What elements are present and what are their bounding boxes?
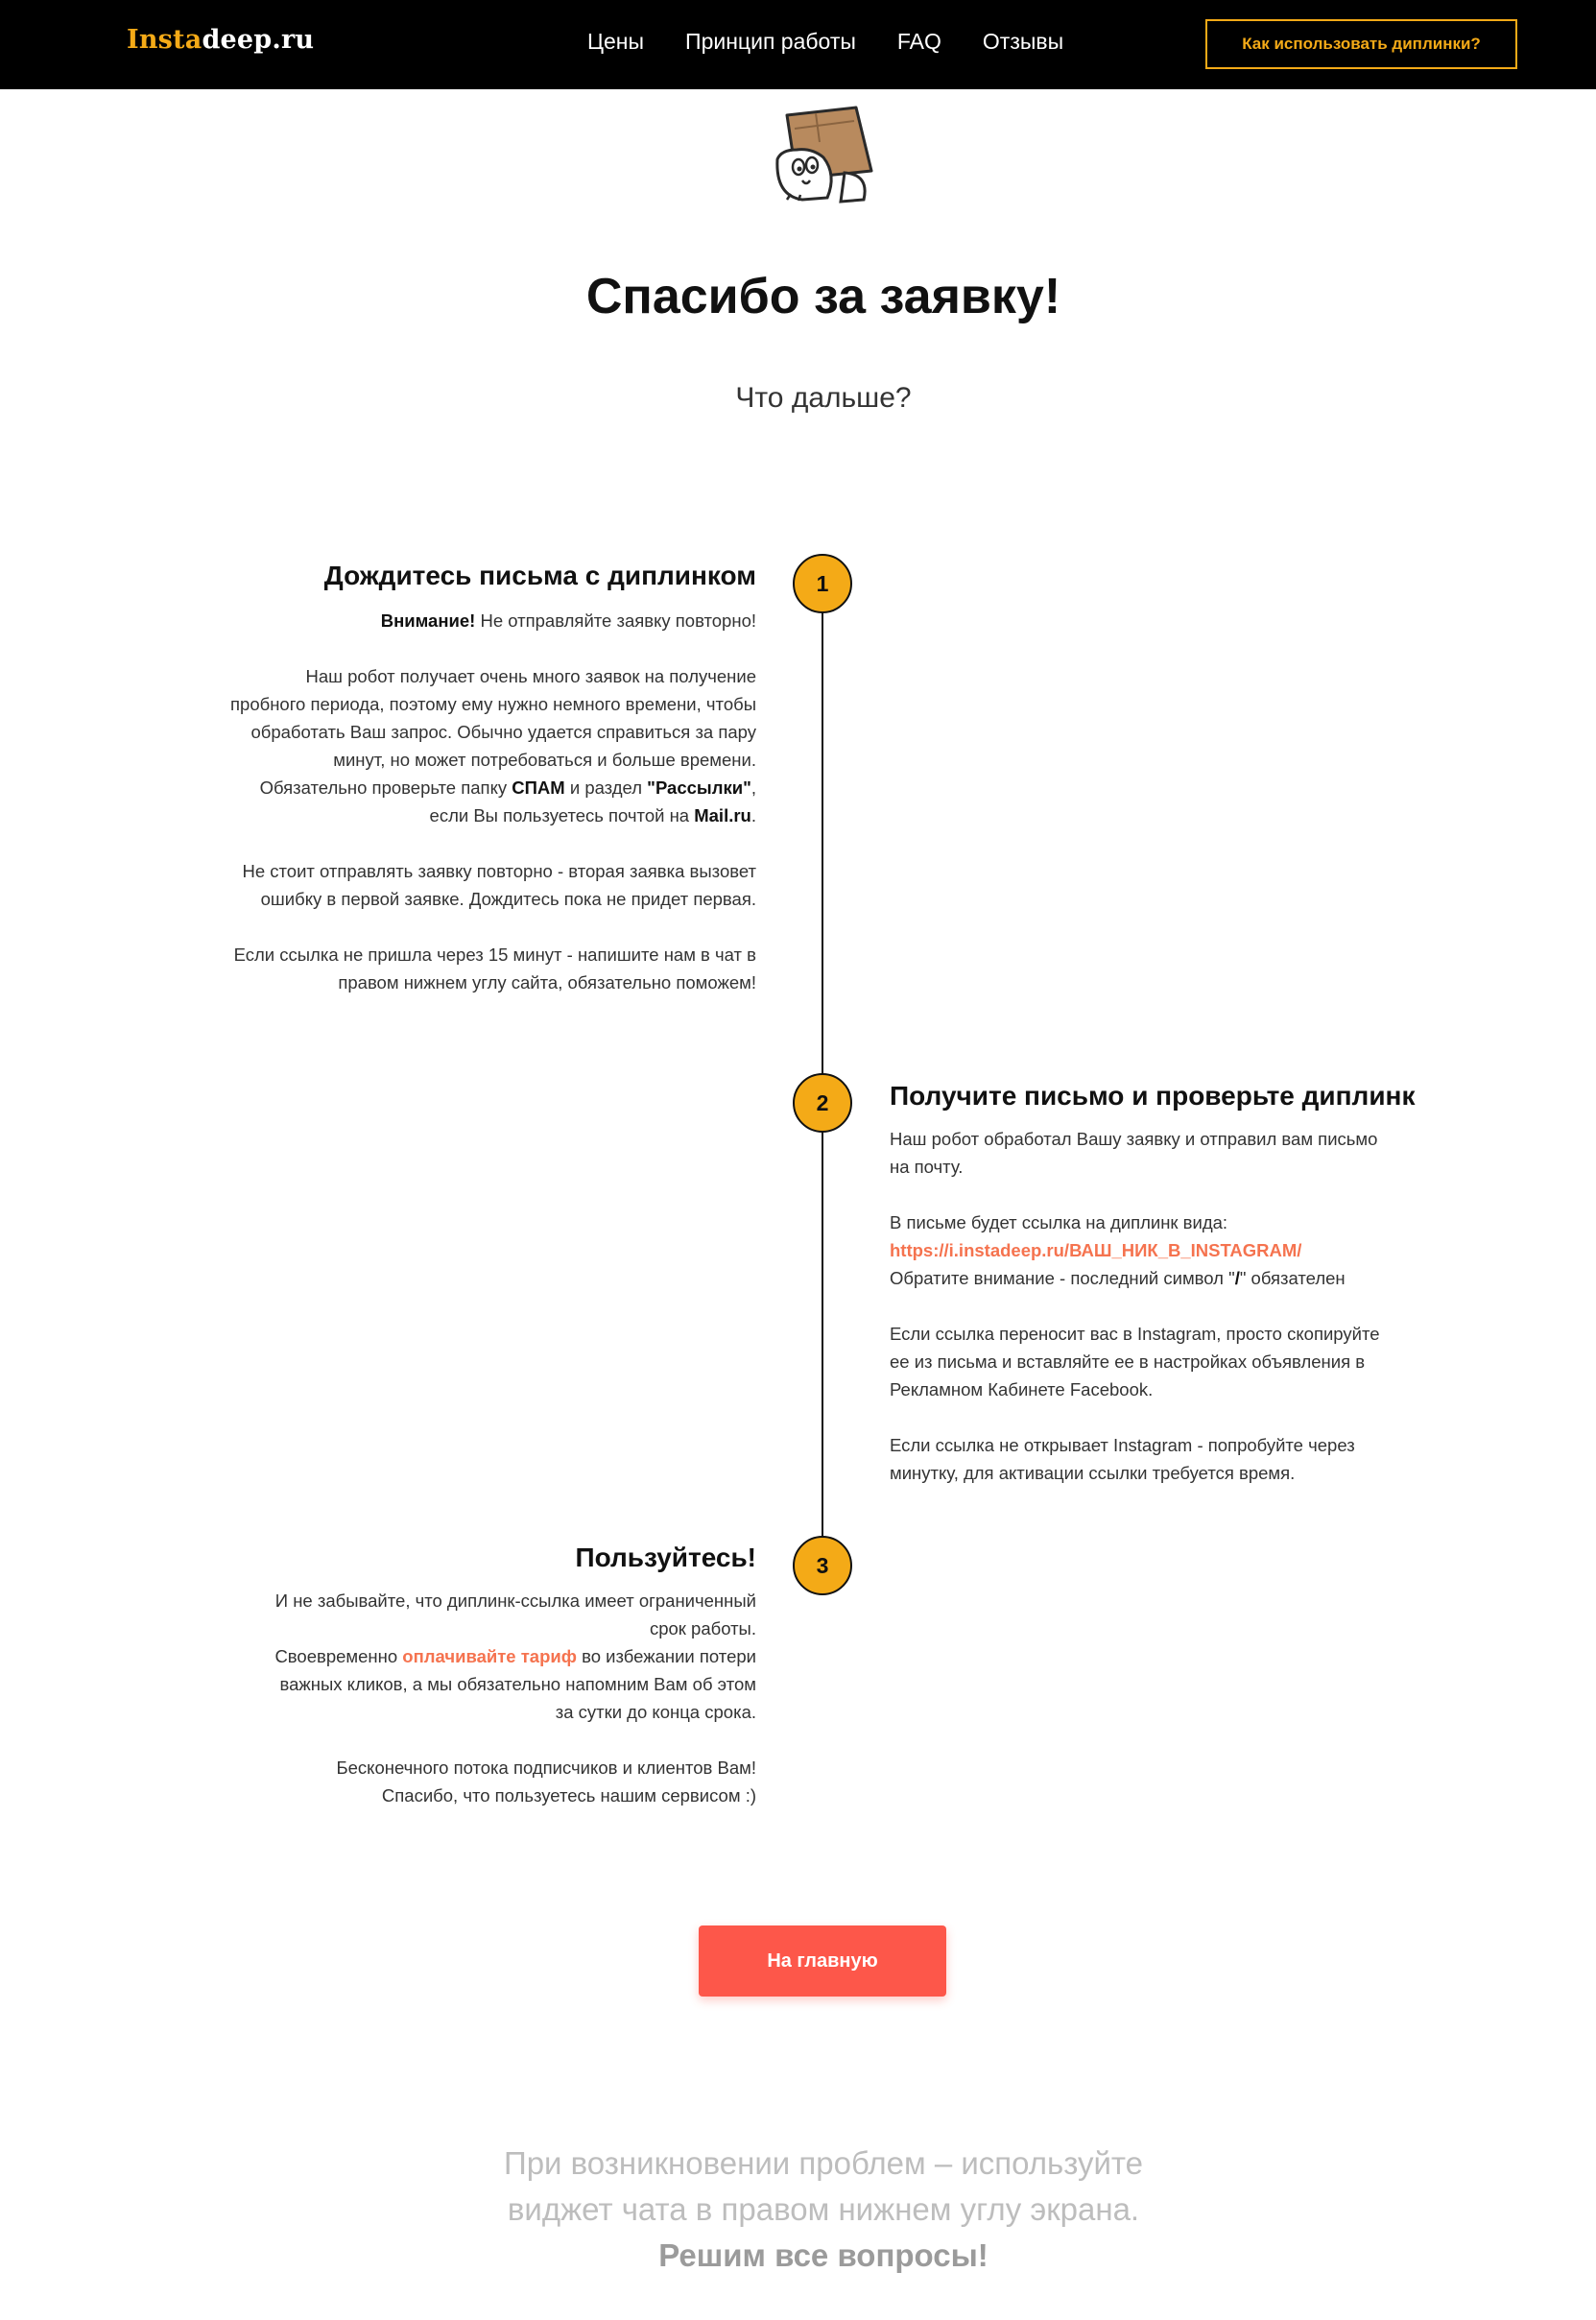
nav-link-how-it-works[interactable]: Принцип работы (685, 29, 856, 54)
pay-tariff-link[interactable]: оплачивайте тариф (402, 1646, 577, 1666)
top-navbar (0, 0, 1596, 89)
page-subtitle: Что дальше? (735, 382, 912, 414)
page-title: Спасибо за заявку! (585, 269, 1061, 324)
step-1-title: Дождитесь письма с диплинком (323, 561, 756, 590)
step-3-title: Пользуйтесь! (575, 1543, 756, 1572)
step-3-paragraph-1: И не забывайте, что диплинк-ссылка имеет ограниченный срок работы. (274, 1591, 756, 1638)
deeplink-example: https://i.instadeep.ru/ВАШ_НИК_В_INSTAGRAM/ (890, 1240, 1302, 1260)
step-1-paragraph-2: Не стоит отправлять заявку повторно - вторая заявка вызовет ошибку в первой заявке. Дождитесь пока не придет первая. (242, 861, 756, 909)
home-button[interactable]: На главную (699, 1925, 946, 1997)
nav-link-reviews[interactable]: Отзывы (982, 29, 1064, 54)
step-1-body (230, 607, 756, 996)
step-3-paragraph-3: Бесконечного потока подписчиков и клиентов Вам! Спасибо, что пользуетесь нашим сервисом :) (336, 1758, 756, 1806)
step-2-paragraph-2: В письме будет ссылка на диплинк вида: https://i.instadeep.ru/ВАШ_НИК_В_INSTAGRAM/ Обратите внимание - последний символ "/" обязателен (890, 1212, 1346, 1288)
logo-rest: deep.ru (202, 25, 315, 55)
step-3-body (259, 1587, 756, 1809)
logo[interactable] (127, 25, 314, 55)
logo-accent: Insta (127, 25, 202, 55)
step-3-paragraph-2: Своевременно оплачивайте тариф во избежании потери важных кликов, а мы обязательно напомним Вам об этом за сутки до конца срока. (274, 1646, 756, 1722)
step-1-number: 1 (793, 554, 852, 613)
step-2-paragraph-1: Наш робот обработал Вашу заявку и отправил вам письмо на почту. (890, 1129, 1378, 1177)
cat-in-bag-illustration (749, 104, 883, 209)
main-nav (587, 29, 1063, 55)
footer-line-3: Решим все вопросы! (658, 2237, 989, 2273)
help-footer (0, 2141, 1596, 2279)
step-2-paragraph-4: Если ссылка не открывает Instagram - попробуйте через минутку, для активации ссылки требуется время. (890, 1435, 1355, 1483)
step-2-body (890, 1125, 1389, 1487)
step-2-number: 2 (793, 1073, 852, 1133)
step-2-title: Получите письмо и проверьте диплинк (890, 1081, 1416, 1111)
step-1-paragraph-1: Наш робот получает очень много заявок на получение пробного периода, поэтому ему нужно немного времени, чтобы обработать Ваш запрос. Обычно удается справиться за пару минут, но может потребоваться и больше времени. Обязательно проверьте папку СПАМ и раздел "Рассылки", если Вы пользуетесь почтой на Mail.ru. (230, 666, 756, 825)
step-1-warning: Внимание! Не отправляйте заявку повторно! (380, 610, 756, 631)
footer-line-1: При возникновении проблем – используйте (503, 2145, 1144, 2181)
how-to-use-deeplinks-button[interactable]: Как использовать диплинки? (1205, 19, 1517, 69)
nav-link-prices[interactable]: Цены (587, 29, 645, 54)
step-3-number: 3 (793, 1536, 852, 1595)
step-2-paragraph-3: Если ссылка переносит вас в Instagram, просто скопируйте ее из письма и вставляйте ее в настройках объявления в Рекламном Кабинете Facebook. (890, 1324, 1380, 1399)
step-1-paragraph-3: Если ссылка не пришла через 15 минут - напишите нам в чат в правом нижнем углу сайта, обязательно поможем! (233, 945, 756, 993)
footer-line-2: виджет чата в правом нижнем углу экрана. (507, 2191, 1140, 2227)
nav-link-faq[interactable]: FAQ (896, 29, 941, 54)
